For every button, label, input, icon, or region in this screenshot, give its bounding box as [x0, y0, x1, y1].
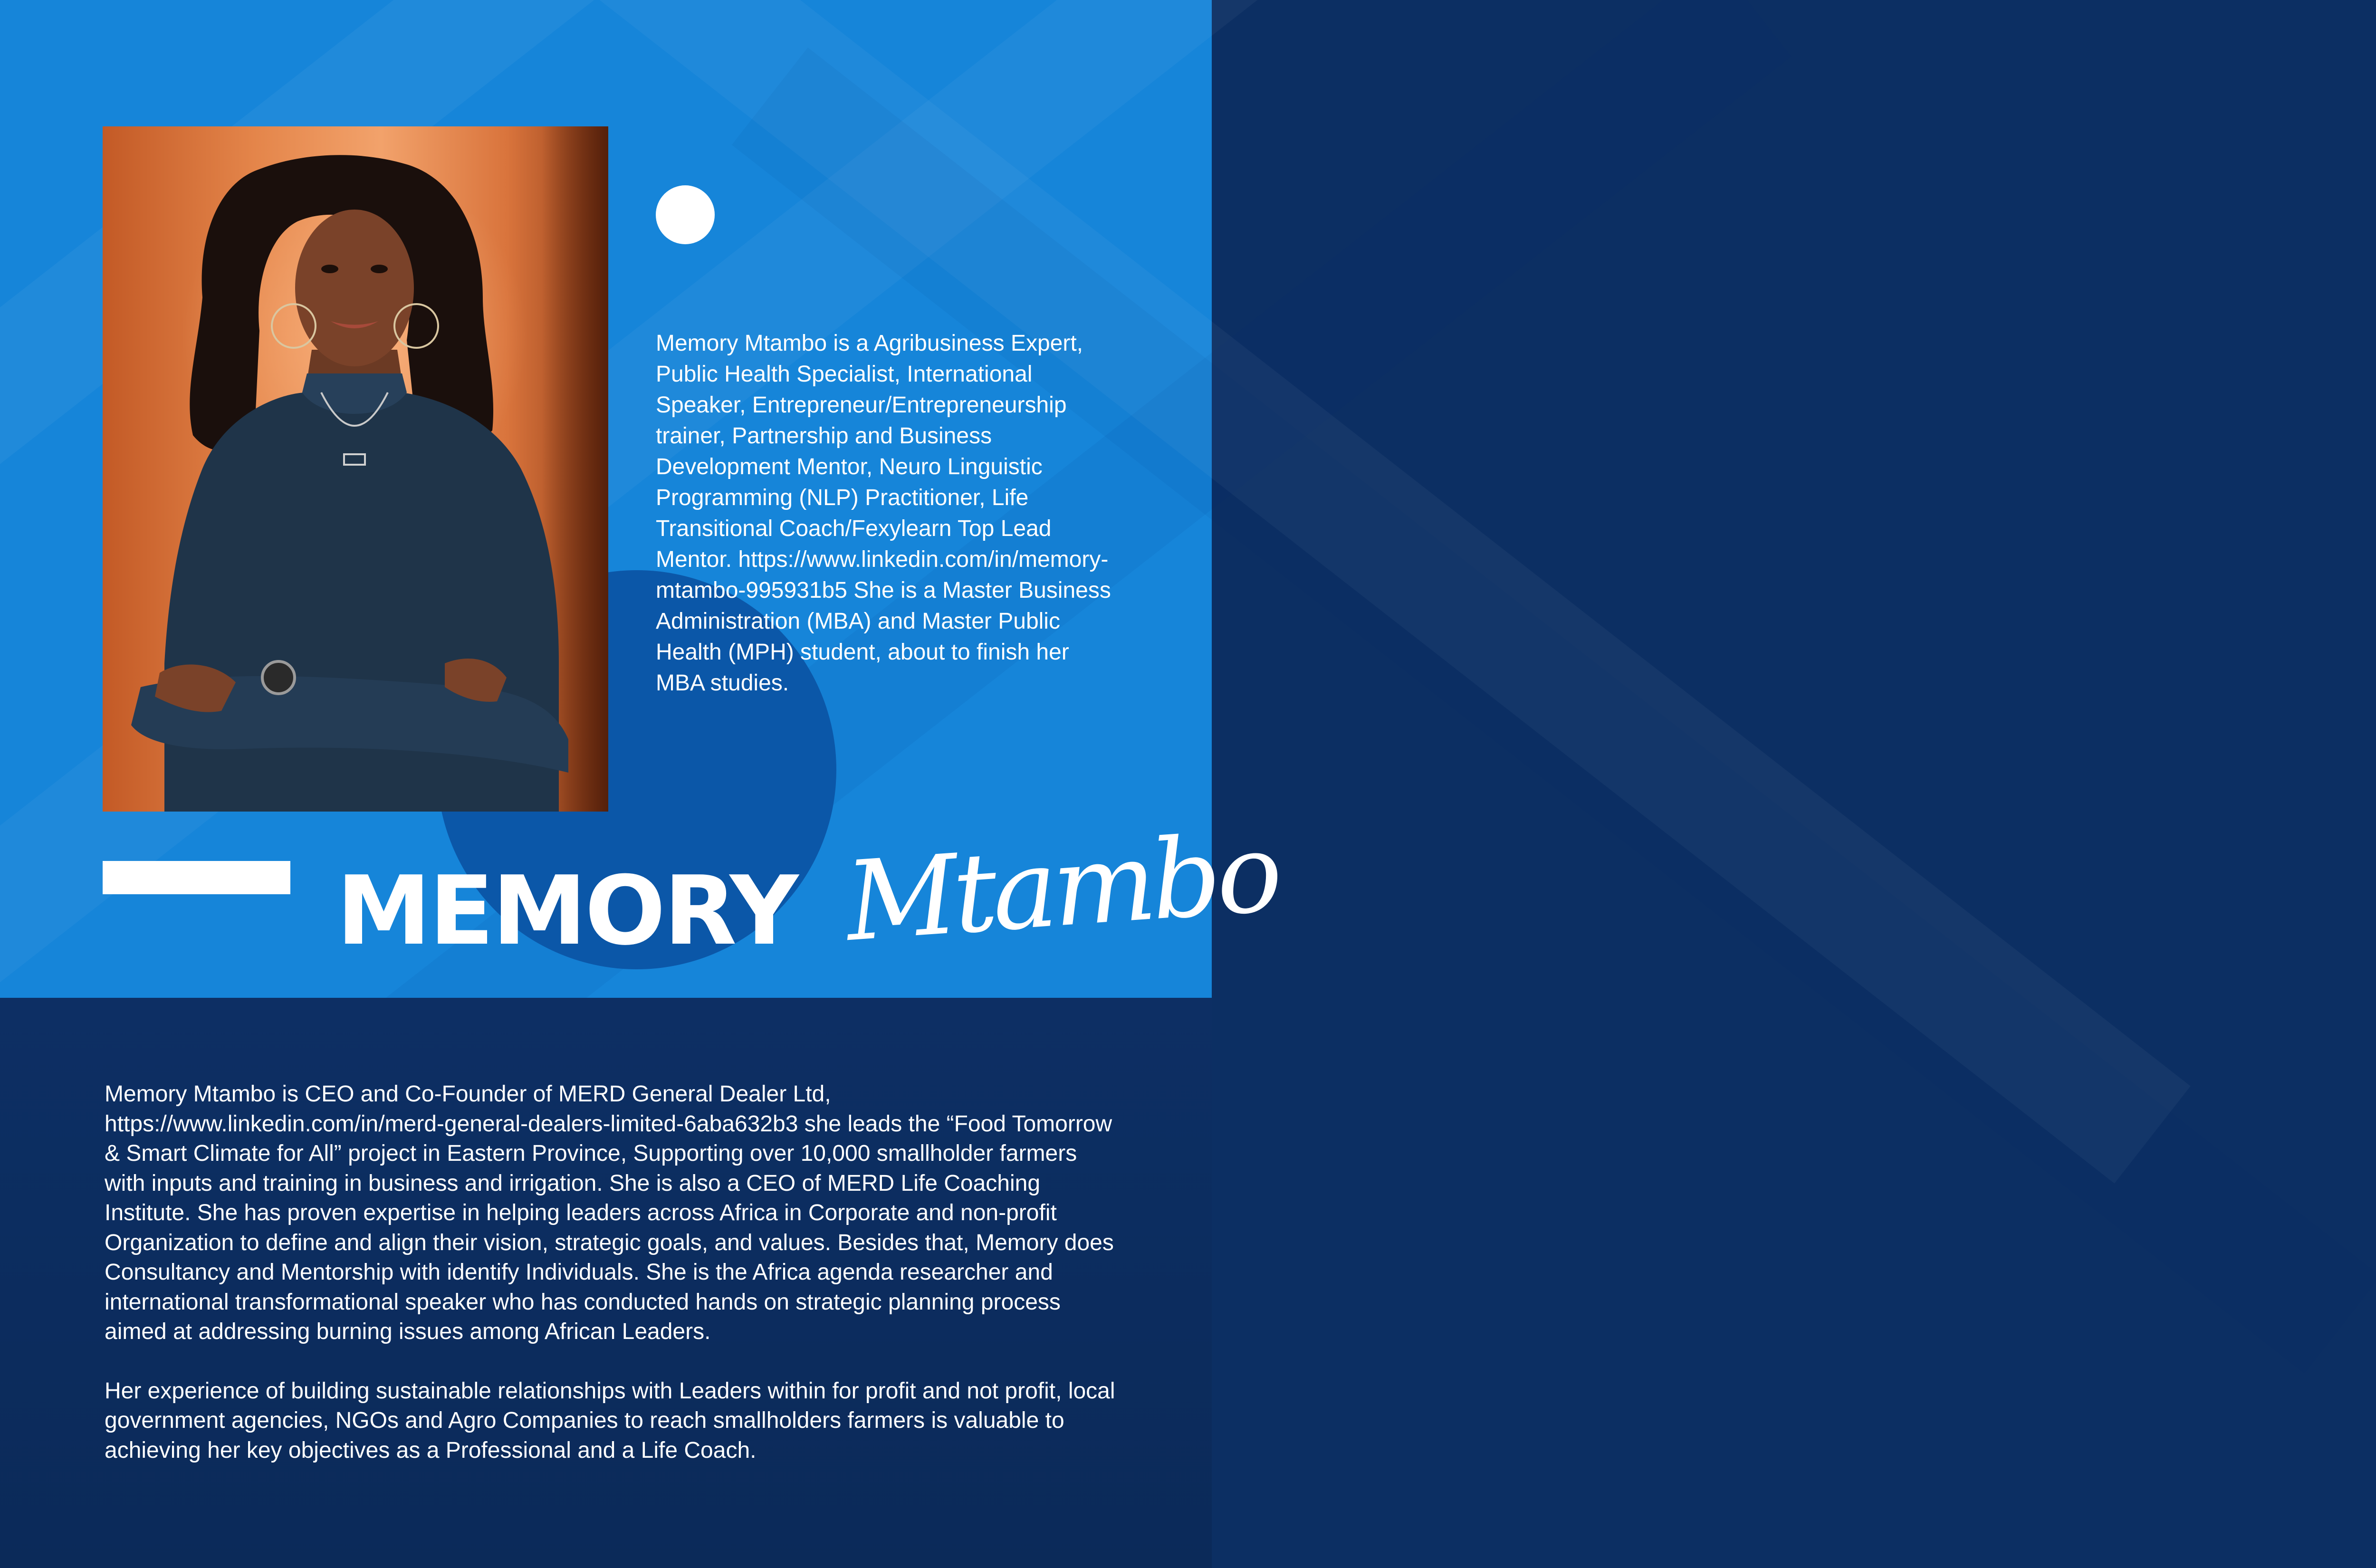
hero-section: [0, 0, 1282, 998]
portrait-illustration: [103, 126, 608, 812]
bio-paragraph-1: Memory Mtambo is CEO and Co-Founder of MERD General Dealer Ltd, https://www.linkedin.com/in/merd-general-dealers-limited-6aba632b3 she leads the “Food Tomorrow & Smart Climate for All” project in Eastern Province, Supporting over 10,000 smallholder farmers with inputs and training in business and irrigation. She is also a CEO of MERD Life Coaching Institute. She has proven expertise in helping leaders across Africa in Corporate and non-profit Organization to define and align their vision, strategic goals, and values. Besides that, Memory does Consultancy and Mentorship with identify Individuals. She is the Africa agenda researcher and international transformational speaker who has conducted hands on strategic planning process aimed at addressing burning issues among African Leaders.: [105, 1081, 1114, 1344]
profile-photo: [103, 126, 608, 812]
bio-summary: Memory Mtambo is a Agribusiness Expert, Public Health Specialist, International Speaker, Entrepreneur/Entrepreneurship trainer, Partnership and Business Development Mentor, Neuro Linguistic Programming (NLP) Practitioner, Life Transitional Coach/Fexylearn Top Lead Mentor. https://www.linkedin.com/in/memory-mtambo-995931b5 She is a Master Business Administration (MBA) and Master Public Health (MPH) student, about to finish her MBA studies.: [656, 331, 1111, 696]
first-name-heading: MEMORY: [336, 856, 797, 966]
last-name-script: Mtambo: [842, 809, 1282, 966]
bio-paragraph-2: Her experience of building sustainable relationships with Leaders within for profit and not profit, local government agencies, NGOs and Agro Companies to reach smallholders farmers is valuable to achieving her key objectives as a Professional and a Life Coach.: [105, 1378, 1115, 1463]
decorative-dot: [656, 185, 715, 244]
bio-details: [105, 1080, 1121, 1465]
decorative-bar: [103, 861, 290, 894]
